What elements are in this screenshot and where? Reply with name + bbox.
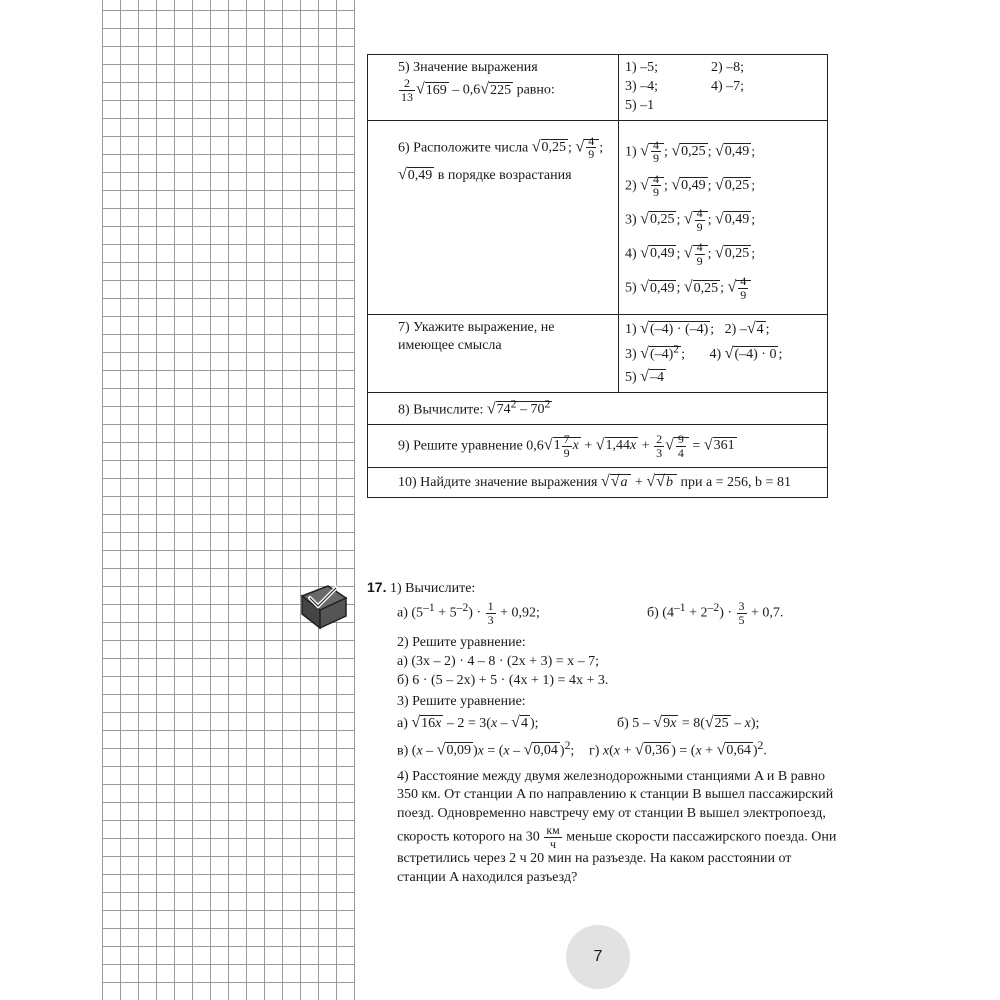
checkmark-book-icon [298, 582, 350, 630]
answer-option[interactable]: 4) –7; [711, 79, 745, 95]
question-8: 8) Вычислите: $√74^2 - 70^2$ [368, 392, 828, 424]
exercise-number: 17. [367, 579, 387, 595]
question-7-text: 7) Укажите выражение, не имеющее смысла [368, 314, 619, 392]
answer-option[interactable]: 5) √0,49 ; √0,25 ; √ $\frac{4}{9}$ [625, 275, 821, 301]
answer-option[interactable]: 5) √–4 [625, 367, 664, 385]
answer-option[interactable]: 4) √0,49 ; √ $\frac{4}{9}$ ; √0,25 ; [625, 240, 756, 268]
answer-option[interactable]: 2) –√4 ; [724, 319, 770, 337]
graph-paper-margin [102, 0, 355, 1000]
answer-option[interactable]: 1) √ $\frac{4}{9}$ ; √0,25 ; √0,49 ; [625, 137, 756, 166]
question-7 [368, 314, 828, 392]
question-5 [368, 55, 828, 121]
answer-option[interactable]: 5) –1 [625, 98, 655, 114]
question-6-text: 6) Расположите числа √0,25 ; √ $\frac{4}{9}$ ; √0,49 в порядке возрастания [368, 120, 619, 314]
answer-option[interactable]: 3) $√(-4)^2$ ; [625, 342, 685, 362]
fraction: $\frac{2}{13}$ [401, 76, 413, 104]
test-table [367, 54, 828, 498]
q5-expression: $\frac{2}{13}$ √169 – 0,6√225 равно: [401, 76, 555, 104]
answer-option[interactable]: 1) √(–4) · (–4) ; [625, 319, 715, 337]
question-6 [368, 120, 828, 314]
page-number: 7 [566, 925, 630, 989]
question-5-answers [619, 55, 828, 121]
part-3-row-1: а) √16x – 2 = 3(x – √4 ); б) 5 – √9x = 8(√25 – x); [397, 713, 760, 731]
answer-option[interactable]: 3) –4; [625, 79, 659, 95]
part-3-row-2: в) (x – √0,09 )x = (x – √0,04 )$^2$; г) x(x + √0,36 ) = (x + √0,64 )$^2$. [397, 738, 767, 759]
answer-option[interactable]: 2) –8; [711, 60, 745, 75]
question-5-text: 5) Значение выражения $\frac{2}{13}$ √169 – 0,6√225 равно: [368, 55, 619, 121]
answer-option[interactable]: 3) √0,25 ; √ $\frac{4}{9}$ ; √0,49 ; [625, 205, 756, 234]
part-1-items: а) $(5^{-1} + 5^{-2})$ · $\frac{1}{3}$ + 0,92; б) $(4^{-1} + 2^{-2})$ · $\frac{3}{5}$ + 0,7. [397, 599, 784, 627]
question-10: 10) Найдите значение выражения √√a + √√b при a = 256, b = 81 [368, 468, 828, 498]
answer-option[interactable]: 1) –5; [625, 60, 659, 75]
question-6-answers [619, 120, 828, 314]
answer-option[interactable]: 2) √ $\frac{4}{9}$ ; √0,49 ; √0,25 ; [625, 171, 756, 200]
question-9: 9) Решите уравнение 0,6√1 $\frac{7}{9}$ x + √1,44x + $\frac{2}{3}$ √ $\frac{9}{4}$ = √361 [368, 425, 828, 468]
question-7-answers [619, 314, 828, 392]
answer-option[interactable]: 4) √(–4) · 0 ; [709, 344, 783, 362]
exercise-17: 17. 1) Вычислите: а) $(5^{-1} + 5^{-2})$ · $\frac{1}{3}$ + 0,92; б) $(4^{-1} + 2^{-2})$ · $\frac{3}{5}$ + 0,7. 2) Решите уравнение: а) (3x – 2) · 4 – 8 · (2x + 3) = x – 7; б) 6 · (5 – 2x) + 5 · (4x + 1) = 4x + 3. 3) Решите уравнение: а) √16x – 2 = 3(x – √4 ); б) 5 – √9x = 8(√25 – x); в) (x – √0,09 )x = (x – √0,04 )$^2$; г) x(x + √0,36 ) = (x + √0,64 )$^2$. 4) Расстояние между двумя железнодорожными станциями A и B равно 350 км. От станции A по направлению к станции B вышел пассажирский поезд. Одновременно навстречу ему от станции B вышел электропоезд, скорость которого на 30 $\frac{км}{ч}$ меньше скорости пассажирского поезда. Они встретились через 2 ч 20 мин на разъезде. На каком расстоянии от станции A находился разъезд? [367, 578, 837, 888]
part-4-problem: 4) Расстояние между двумя железнодорожными станциями A и B равно 350 км. От станции A по направлению к станции B вышел пассажирский поезд. Одновременно навстречу ему от станции B вышел электропоезд, скорость которого на 30 $\frac{км}{ч}$ меньше скорости пассажирского поезда. Они встретились через 2 ч 20 мин на разъезде. На каком расстоянии от станции A находился разъезд? [397, 768, 837, 886]
